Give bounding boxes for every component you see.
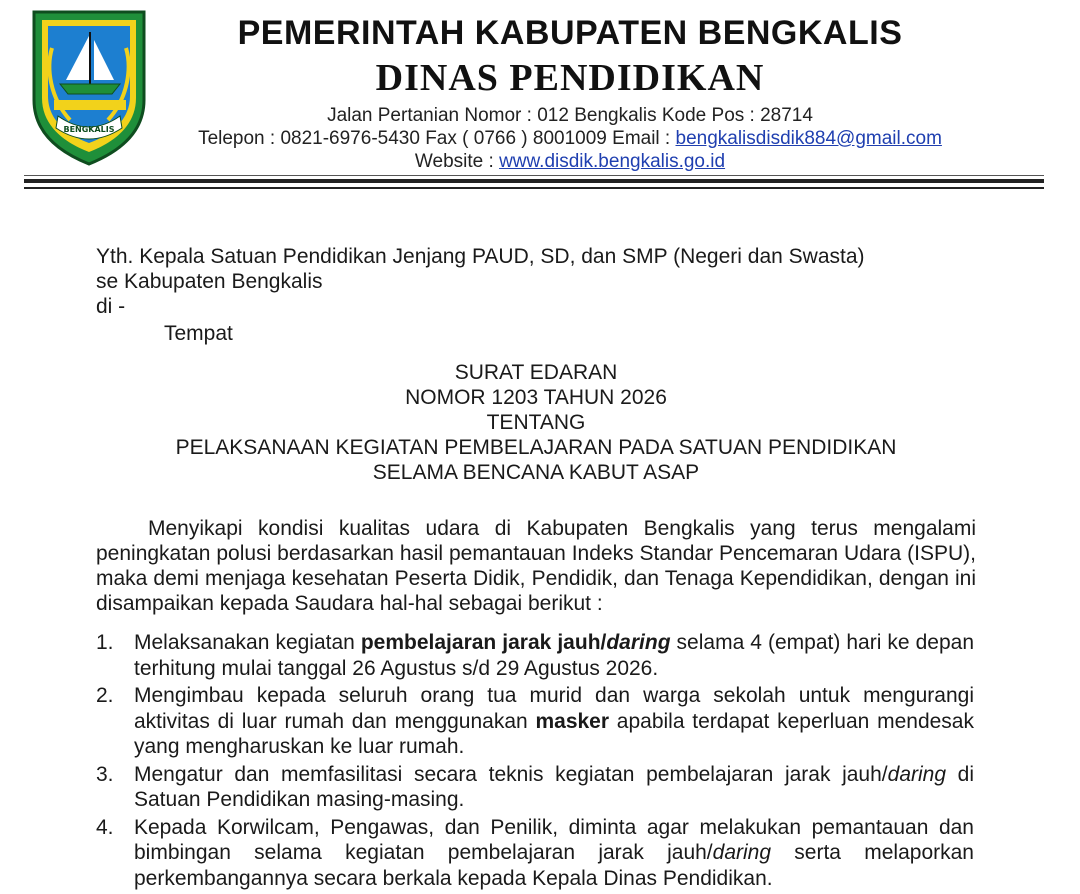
contact-prefix: Telepon : 0821-6976-5430 Fax ( 0766 ) 8001009 Email : [198,128,676,149]
list-item [96,683,974,760]
instruction-list [96,630,974,893]
list-item [96,630,974,681]
intro-paragraph [96,516,976,616]
title-subject: PELAKSANAAN KEGIATAN PEMBELAJARAN PADA SATUAN PENDIDIKAN [175,436,897,459]
item-text-bold: pembelajaran jarak jauh/ [360,631,607,654]
recipient-line: se Kabupaten Bengkalis [96,270,323,293]
intro-text: Menyikapi kondisi kualitas udara di Kabupaten Bengkalis yang terus mengalami peningkatan polusi berdasarkan hasil pemantauan Indeks Standar Pencemaran Udara (ISPU), maka demi menjaga kesehatan Peserta Didik, Pendidik, dan Tenaga Kependidikan, dengan ini disampaikan kepada Saudara hal-hal sebagai berikut : [96,517,976,615]
svg-text:BENGKALIS: BENGKALIS [63,125,115,134]
item-text-italic: daring [712,841,772,864]
letterhead-contact [150,104,990,173]
letterhead-government: PEMERINTAH KABUPATEN BENGKALIS [237,14,903,52]
website-line [150,150,990,173]
document-title [96,360,976,485]
letterhead-divider-thick [24,179,1044,183]
address-line: Jalan Pertanian Nomor : 012 Bengkalis Kode Pos : 28714 [327,105,813,126]
item-number: 4. [96,815,114,839]
letterhead-divider-thin [24,187,1044,189]
item-text: Kepada Korwilcam, Pengawas, dan Penilik, diminta agar melakukan pemantauan dan bimbingan selama kegiatan pembelajaran jarak jauh/ [134,815,974,864]
item-text-bold-italic: daring [606,631,671,654]
list-item [96,815,974,892]
title-number: NOMOR 1203 TAHUN 2026 [405,386,667,409]
letterhead-agency: DINAS PENDIDIKAN [375,57,765,99]
item-number: 3. [96,762,114,786]
title-subject: SELAMA BENCANA KABUT ASAP [372,461,700,484]
item-text: Mengimbau kepada seluruh orang tua murid dan warga sekolah untuk mengurangi aktivitas di luar rumah dan menggunakan [134,684,974,733]
website-link[interactable]: www.disdik.bengkalis.go.id [499,151,726,172]
item-number: 2. [96,684,114,707]
recipient-place: Tempat [164,322,233,345]
recipient-line: Yth. Kepala Satuan Pendidikan Jenjang PAUD, SD, dan SMP (Negeri dan Swasta) [96,245,865,268]
item-text: Mengatur dan memfasilitasi secara teknis kegiatan pembelajaran jarak jauh/ [134,762,888,786]
item-text: Melaksanakan kegiatan [134,631,361,654]
item-number: 1. [96,631,114,654]
recipient-block [96,244,976,346]
contact-line [150,127,990,150]
item-text-bold: masker [535,709,610,733]
item-text: apabila terdapat keperluan mendesak yang mengharuskan ke luar rumah. [134,709,974,758]
title-about: TENTANG [486,411,586,434]
recipient-line: di - [96,295,126,318]
bengkalis-crest-logo [30,8,148,168]
website-prefix: Website : [414,151,500,172]
item-text-italic: daring [887,762,947,786]
item-text: serta melaporkan perkembangannya secara berkala kepada Kepala Dinas Pendidikan. [134,841,974,890]
email-link[interactable]: bengkalisdisdik884@gmail.com [675,128,942,149]
letterhead-divider-top [24,175,1044,176]
item-text: selama 4 (empat) hari ke depan terhitung mulai tanggal 26 Agustus s/d 29 Agustus 2026. [134,631,975,680]
title-type: SURAT EDARAN [454,361,618,384]
list-item [96,762,974,813]
item-text: di Satuan Pendidikan masing-masing. [134,762,974,811]
